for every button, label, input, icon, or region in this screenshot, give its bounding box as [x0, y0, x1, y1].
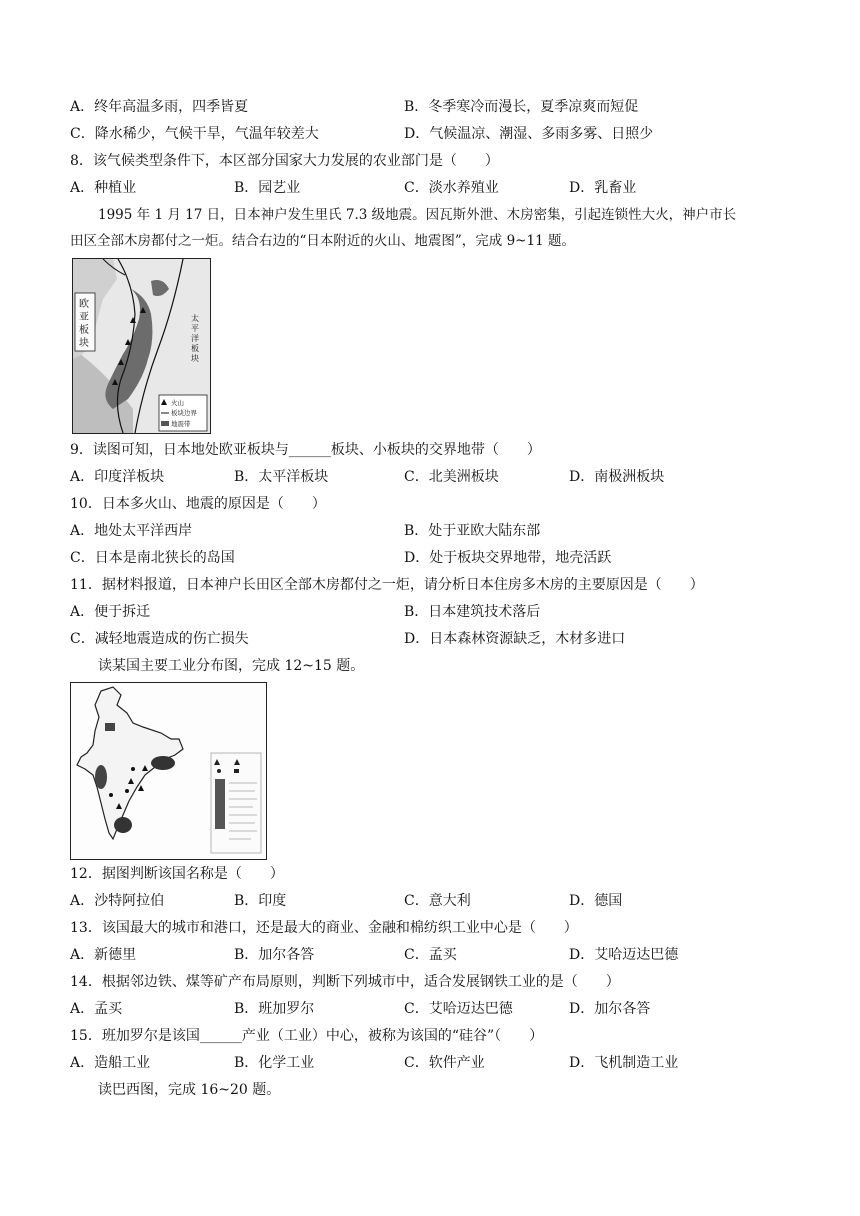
legend-swatch-column — [215, 779, 225, 829]
q14-stem: 14．根据邻边铁、煤等矿产布局原则，判断下列城市中，适合发展钢铁工业的是（ ） — [70, 974, 620, 990]
q15-stem: 15．班加罗尔是该国______产业（工业）中心，被称为该国的“硅谷”（ ） — [70, 1028, 544, 1044]
q12-option-b[interactable]: B．印度 — [234, 893, 287, 909]
industrial-zone-east — [151, 756, 175, 770]
q10-options-row-2 — [70, 548, 820, 568]
q8-option-b[interactable]: B．园艺业 — [234, 180, 301, 196]
india-industry-map — [70, 682, 267, 860]
q12-option-a[interactable]: A．沙特阿拉伯 — [70, 893, 165, 909]
q13-option-c[interactable]: C．孟买 — [404, 947, 457, 963]
q14-option-a[interactable]: A．孟买 — [70, 1001, 123, 1017]
q10-options-row-1 — [70, 521, 820, 541]
label-eurasia-1: 欧 — [79, 299, 89, 310]
passage-brazil: 读巴西图，完成 16~20 题。 — [98, 1082, 281, 1098]
q15-option-b[interactable]: B．化学工业 — [234, 1055, 315, 1071]
q7-option-b[interactable]: B．冬季寒冷而漫长，夏季凉爽而短促 — [404, 99, 639, 115]
q12-options — [70, 891, 820, 911]
label-eurasia-2: 亚 — [79, 312, 89, 323]
q13-stem: 13．该国最大的城市和港口，还是最大的商业、金融和棉纺织工业中心是（ ） — [70, 920, 578, 936]
q10-option-c[interactable]: C．日本是南北狭长的岛国 — [70, 550, 235, 566]
label-eurasia-4: 块 — [79, 338, 89, 349]
q13-options — [70, 945, 820, 965]
q7-option-a[interactable]: A．终年高温多雨，四季皆夏 — [70, 99, 249, 115]
q8-stem: 8．该气候类型条件下，本区部分国家大力发展的农业部门是（ ） — [70, 153, 499, 169]
q14-options — [70, 999, 820, 1019]
label-pacific-1: 太 — [191, 314, 199, 323]
q15-option-a[interactable]: A．造船工业 — [70, 1055, 151, 1071]
label-eurasia-3: 板 — [79, 325, 89, 336]
q11-option-b[interactable]: B．日本建筑技术落后 — [404, 604, 541, 620]
q15-options — [70, 1053, 820, 1073]
q9-option-a[interactable]: A．印度洋板块 — [70, 469, 165, 485]
legend-quake-icon — [161, 421, 169, 426]
label-pacific-5: 块 — [191, 354, 199, 363]
q11-stem: 11．据材料报道，日本神户长田区全部木房都付之一炬，请分析日本住房多木房的主要原因是（ ） — [70, 577, 704, 593]
q11-option-c[interactable]: C．减轻地震造成的伤亡损失 — [70, 631, 249, 647]
q7-options-row-1 — [70, 97, 820, 117]
industrial-zone-north — [105, 723, 115, 731]
q10-option-a[interactable]: A．地处太平洋西岸 — [70, 523, 193, 539]
q8-option-a[interactable]: A．种植业 — [70, 180, 137, 196]
q9-option-c[interactable]: C．北美洲板块 — [404, 469, 499, 485]
q8-option-c[interactable]: C．淡水养殖业 — [404, 180, 499, 196]
q7-option-c[interactable]: C．降水稀少，气候干旱，气温年较差大 — [70, 126, 319, 142]
q12-option-c[interactable]: C．意大利 — [404, 893, 471, 909]
q10-option-b[interactable]: B．处于亚欧大陆东部 — [404, 523, 541, 539]
q7-option-d[interactable]: D．气候温凉、潮湿、多雨多雾、日照少 — [404, 126, 654, 142]
q8-option-d[interactable]: D．乳畜业 — [569, 180, 637, 196]
q13-option-a[interactable]: A．新德里 — [70, 947, 137, 963]
q11-option-a[interactable]: A．便于拆迁 — [70, 604, 151, 620]
legend-quake: 地震带 — [171, 420, 191, 428]
q14-option-d[interactable]: D．加尔各答 — [569, 1001, 651, 1017]
passage-japan-line-1: 1995 年 1 月 17 日，日本神户发生里氏 7.3 级地震。因瓦斯外泄、木房密集，引起连锁性大火，神户市长 — [98, 207, 737, 223]
q7-options-row-2 — [70, 124, 820, 144]
q8-options — [70, 178, 820, 198]
q14-option-b[interactable]: B．班加罗尔 — [234, 1001, 315, 1017]
passage-japan-line-2: 田区全部木房都付之一炬。结合右边的“日本附近的火山、地震图”，完成 9~11 题。 — [70, 233, 575, 249]
q15-option-c[interactable]: C．软件产业 — [404, 1055, 485, 1071]
q13-option-d[interactable]: D．艾哈迈达巴德 — [569, 947, 679, 963]
q11-options-row-2 — [70, 629, 820, 649]
legend-volcano: 火山 — [171, 399, 184, 407]
q15-option-d[interactable]: D．飞机制造工业 — [569, 1055, 679, 1071]
q9-option-b[interactable]: B．太平洋板块 — [234, 469, 329, 485]
q10-stem: 10．日本多火山、地震的原因是（ ） — [70, 496, 326, 512]
q9-stem: 9．读图可知，日本地处欧亚板块与______板块、小板块的交界地带（ ） — [70, 442, 541, 458]
q12-stem: 12．据图判断该国名称是（ ） — [70, 866, 284, 882]
passage-india: 读某国主要工业分布图，完成 12~15 题。 — [98, 658, 365, 674]
q11-option-d[interactable]: D．日本森林资源缺乏，木材多进口 — [404, 631, 626, 647]
label-pacific-2: 平 — [191, 324, 199, 333]
q11-options-row-1 — [70, 602, 820, 622]
q12-option-d[interactable]: D．德国 — [569, 893, 623, 909]
legend-boundary: 板块边界 — [171, 409, 197, 417]
q9-options — [70, 467, 820, 487]
q10-option-d[interactable]: D．处于板块交界地带，地壳活跃 — [404, 550, 612, 566]
industrial-zone-south — [114, 817, 132, 833]
label-pacific-4: 板 — [191, 344, 199, 353]
japan-volcano-earthquake-map — [72, 258, 211, 434]
label-pacific-3: 洋 — [191, 334, 199, 343]
q14-option-c[interactable]: C．艾哈迈达巴德 — [404, 1001, 513, 1017]
q13-option-b[interactable]: B．加尔各答 — [234, 947, 315, 963]
q9-option-d[interactable]: D．南极洲板块 — [569, 469, 665, 485]
industrial-zone-west — [95, 765, 107, 789]
